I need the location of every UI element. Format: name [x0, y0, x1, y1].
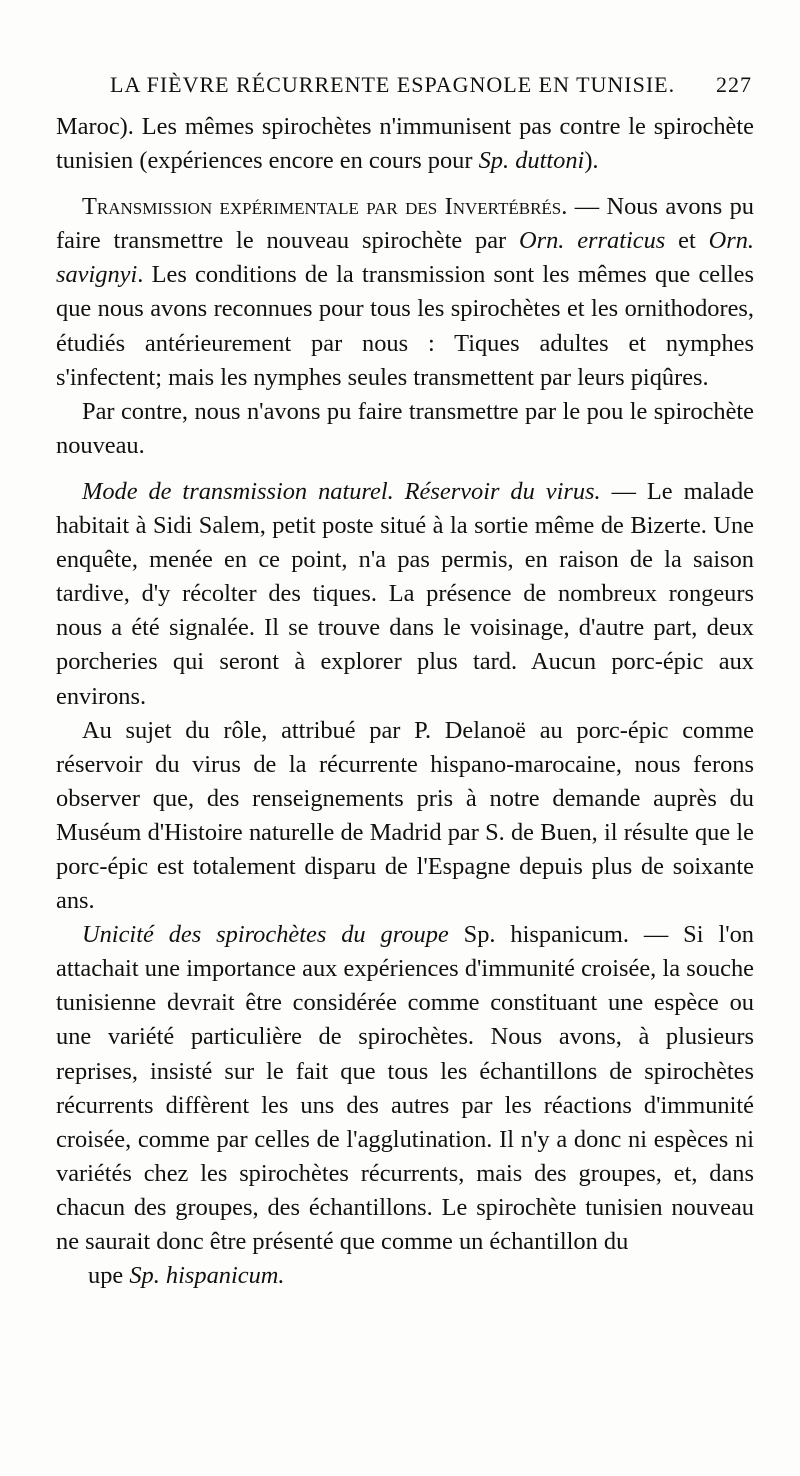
- paragraph-text: Au sujet du rôle, attribué par P. Delanoë au porc-épic comme réservoir du virus de la récurrente hispano-marocaine, nous ferons observer que, des renseignements pris à notre demande auprès du Muséum d'Histoire naturelle de Madrid par S. de Buen, il résulte que le porc-épic est totalement disparu de l'Espagne depuis plus de soixante ans.: [56, 716, 754, 915]
- paragraph-1: [56, 110, 754, 178]
- paragraph-7: [56, 1259, 754, 1293]
- paragraph-text: — Le malade habitait à Sidi Salem, petit poste situé à la sortie même de Bizerte. Une enquête, menée en ce point, n'a pas permis, en raison de la saison tardive, d'y récolter des tiques. La présence de nombreux rongeurs nous a été signalée. Il se trouve dans le voisinage, d'autre part, deux porcheries qui seront à explorer plus tard. Aucun porc-épic aux environs.: [56, 477, 754, 710]
- species-name: Sp. hispanicum.: [129, 1262, 285, 1290]
- section-heading: Unicité des spirochètes du groupe: [82, 921, 449, 949]
- section-heading: Transmission expérimentale par des Invertébrés.: [82, 193, 568, 221]
- paragraph-text: upe: [88, 1262, 130, 1290]
- species-name: Orn. erraticus: [519, 227, 666, 255]
- paragraph-text: Par contre, nous n'avons pu faire transmettre par le pou le spirochète nouveau.: [56, 397, 754, 459]
- species-name: Sp. duttoni: [478, 147, 585, 175]
- paragraph-3: [56, 395, 754, 463]
- paragraph-6: [56, 918, 754, 1259]
- paragraph-text: . Les conditions de la transmission sont les mêmes que celles que nous avons reconnues pour tous les spirochètes et les ornithodores, étudiés antérieurement par nous : Tiques adultes et nymphes s'infectent; mais les nymphes seules transmettent par leurs piqûres.: [56, 261, 754, 391]
- paragraph-text: et: [665, 227, 709, 255]
- paragraph-5: [56, 714, 754, 919]
- running-header: [110, 72, 752, 98]
- species-name: Orn. savignyi: [56, 227, 754, 289]
- paragraph-text: Maroc). Les mêmes spirochètes n'immunisent pas contre le spirochète tunisien (expériences encore en cours pour: [56, 113, 754, 175]
- paragraph-2: [56, 190, 754, 395]
- running-title: LA FIÈVRE RÉCURRENTE ESPAGNOLE EN TUNISIE.: [110, 72, 676, 97]
- body-text: [56, 110, 754, 1293]
- paragraph-text: ).: [584, 147, 599, 175]
- section-heading: Mode de transmission naturel. Réservoir du virus.: [82, 477, 601, 505]
- paragraph-4: [56, 475, 754, 714]
- paragraph-text: Sp. hispanicum. — Si l'on attachait une importance aux expériences d'immunité croisée, la souche tunisienne devrait être considérée comme constituant une espèce ou une variété particulière de spirochètes. Nous avons, à plusieurs reprises, insisté sur le fait que tous les échantillons de spirochètes récurrents diffèrent les uns des autres par les réactions d'immunité croisée, comme par celles de l'agglutination. Il n'y a donc ni espèces ni variétés chez les spirochètes récurrents, mais des groupes, et, dans chacun des groupes, des échantillons. Le spirochète tunisien nouveau ne saurait donc être présenté que comme un échantillon du: [56, 921, 755, 1255]
- page-number: 227: [716, 72, 752, 97]
- paragraph-text: — Nous avons pu faire transmettre le nouveau spirochète par: [56, 193, 754, 255]
